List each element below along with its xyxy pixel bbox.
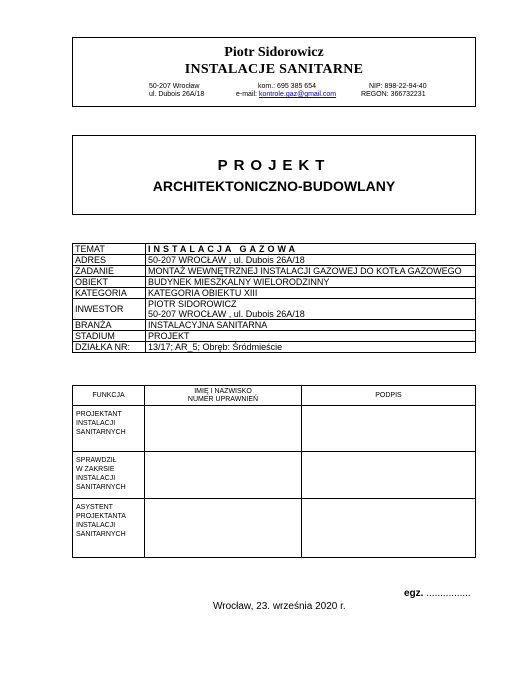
title-type: ARCHITEKTONICZNO-BUDOWLANY (152, 178, 396, 194)
title-projekt: PROJEKT (217, 157, 331, 174)
zadanie-label: ZADANIE (73, 266, 146, 277)
name-cell (145, 499, 302, 558)
egz-label: egz. (404, 588, 424, 599)
branza-value: INSTALACYJNA SANITARNA (146, 320, 476, 331)
funkcja-projektant (73, 406, 145, 452)
col-imie-line1: IMIĘ I NAZWISKO (194, 387, 252, 395)
copy-number (404, 588, 471, 599)
phone: kom.: 695 385 654 (258, 83, 316, 90)
inwestor-address: 50-207 WROCŁAW , ul. Dubois 26A/18 (148, 309, 305, 319)
email-label: e-mail: (236, 91, 258, 98)
line: PROJEKTANTA (76, 513, 126, 520)
designer-name: Piotr Sidorowicz (224, 45, 324, 60)
line: SANITARNYCH (76, 484, 126, 491)
table-row (73, 406, 476, 452)
stadium-value: PROJEKT (146, 331, 476, 342)
table-row (73, 244, 476, 255)
signatures-table (72, 385, 476, 558)
line: ASYSTENT (76, 504, 113, 511)
kategoria-value: KATEGORIA OBIEKTU XIII (146, 288, 476, 299)
email-link[interactable]: kontrole.gaz@gmail.com (258, 91, 337, 98)
table-row (73, 452, 476, 499)
signature-cell (302, 406, 476, 452)
address-line-1: 50-207 Wrocław (149, 83, 200, 90)
dzialka-label: DZIAŁKA NR: (73, 342, 146, 353)
line: SPRAWDZIŁ (76, 457, 117, 464)
stadium-label: STADIUM (73, 331, 146, 342)
place-and-date: Wrocław, 23. września 2020 r. (213, 601, 346, 612)
project-info-table (72, 243, 476, 353)
table-row (73, 255, 476, 266)
nip: NIP: 898-22-94-40 (369, 83, 427, 90)
col-podpis: PODPIS (302, 386, 476, 406)
address-line-2: ul. Dubois 26A/18 (149, 91, 205, 98)
inwestor-label: INWESTOR (73, 299, 146, 320)
table-row (73, 266, 476, 277)
table-row (73, 331, 476, 342)
line: W ZAKRSIE (76, 466, 115, 473)
col-imie (145, 386, 302, 406)
funkcja-sprawdzil (73, 452, 145, 499)
letterhead (72, 37, 476, 107)
line: SANITARNYCH (76, 531, 126, 538)
regon: REGON: 366732231 (361, 91, 426, 98)
obiekt-label: OBIEKT (73, 277, 146, 288)
table-row (73, 342, 476, 353)
inwestor-name: PIOTR SIDOROWICZ (148, 299, 237, 309)
temat-value: INSTALACJA GAZOWA (146, 244, 476, 255)
table-header-row (73, 386, 476, 406)
table-row (73, 299, 476, 320)
document-title-box (72, 135, 476, 215)
line: SANITARNYCH (76, 429, 126, 436)
egz-dots: ................ (426, 588, 471, 599)
inwestor-value (146, 299, 476, 320)
line: INSTALACJI (76, 475, 116, 482)
funkcja-asystent (73, 499, 145, 558)
email-row (236, 90, 336, 99)
col-imie-line2: NUMER UPRAWNIEŃ (187, 395, 259, 403)
table-row (73, 277, 476, 288)
line: INSTALACJI (76, 420, 116, 427)
zadanie-value: MONTAŻ WEWNĘTRZNEJ INSTALACJI GAZOWEJ DO KOTŁA GAZOWEGO (146, 266, 476, 277)
col-funkcja: FUNKCJA (73, 386, 145, 406)
adres-label: ADRES (73, 255, 146, 266)
name-cell (145, 452, 302, 499)
table-row (73, 320, 476, 331)
obiekt-value: BUDYNEK MIESZKALNY WIELORODZINNY (146, 277, 476, 288)
branza-label: BRANŻA (73, 320, 146, 331)
line: INSTALACJI (76, 522, 116, 529)
dzialka-value: 13/17; AR_5; Obręb: Śródmieście (146, 342, 476, 353)
table-row (73, 288, 476, 299)
adres-value: 50-207 WROCŁAW , ul. Dubois 26A/18 (146, 255, 476, 266)
line: PROJEKTANT (76, 411, 122, 418)
signature-cell (302, 452, 476, 499)
signature-cell (302, 499, 476, 558)
name-cell (145, 406, 302, 452)
company-name: INSTALACJE SANITARNE (184, 62, 364, 77)
kategoria-label: KATEGORIA (73, 288, 146, 299)
table-row (73, 499, 476, 558)
temat-label: TEMAT (73, 244, 146, 255)
